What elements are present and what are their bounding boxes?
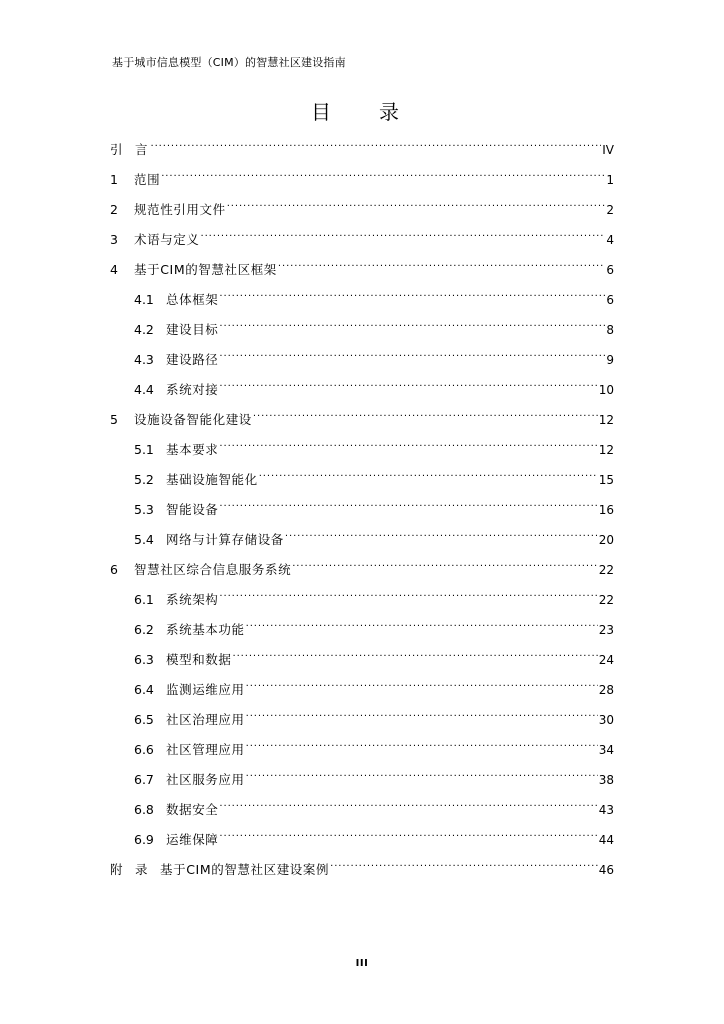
- toc-entry-page: 12: [598, 443, 614, 457]
- toc-entry-6-1[interactable]: [134, 586, 614, 607]
- dot-leader: [246, 766, 598, 784]
- dot-leader: [246, 616, 598, 634]
- toc-entry-title: 智能设备: [166, 502, 219, 517]
- dot-leader: [219, 346, 605, 364]
- toc-entry-4-4[interactable]: [134, 376, 614, 397]
- dot-leader: [151, 136, 602, 154]
- dot-leader: [219, 436, 597, 454]
- toc-entry-6-9[interactable]: [134, 826, 614, 847]
- toc-entry-page: 22: [598, 563, 614, 577]
- toc-entry-title: 系统基本功能: [166, 622, 245, 637]
- toc-entry-title: 社区服务应用: [166, 772, 245, 787]
- toc-entry-title: 基本要求: [166, 442, 219, 457]
- toc-entry-page: 2: [606, 203, 614, 217]
- toc-entry-number: 6.9: [134, 832, 154, 847]
- toc-entry-page: 24: [598, 653, 614, 667]
- toc-entry-title: 规范性引用文件: [134, 202, 226, 217]
- toc-entry-page: IV: [602, 143, 614, 157]
- running-header: 基于城市信息模型（CIM）的智慧社区建设指南: [112, 56, 346, 69]
- toc-entry-2[interactable]: [110, 196, 614, 217]
- toc-entry-number: 4.2: [134, 322, 154, 337]
- toc-entry-number: 6.5: [134, 712, 154, 727]
- toc-entry-page: 43: [598, 803, 614, 817]
- toc-entry-number: 4.3: [134, 352, 154, 367]
- toc-entry-page: 12: [598, 413, 614, 427]
- toc-entry-title: 模型和数据: [166, 652, 232, 667]
- toc-entry-page: 44: [598, 833, 614, 847]
- toc-entry-number: 2: [110, 202, 118, 217]
- toc-entry-page: 10: [598, 383, 614, 397]
- toc-entry-number: 引 言: [110, 142, 148, 157]
- page-title: 目 录: [311, 100, 413, 124]
- toc-entry-page: 38: [598, 773, 614, 787]
- toc-entry-6-5[interactable]: [134, 706, 614, 727]
- toc-entry-page: 9: [606, 353, 614, 367]
- toc-entry-page: 30: [598, 713, 614, 727]
- dot-leader: [219, 826, 597, 844]
- dot-leader: [246, 676, 598, 694]
- toc-entry-6-2[interactable]: [134, 616, 614, 637]
- toc-entry-page: 1: [606, 173, 614, 187]
- toc-entry-title: 建设目标: [166, 322, 219, 337]
- dot-leader: [219, 286, 605, 304]
- toc-entry-title: 设施设备智能化建设: [134, 412, 252, 427]
- toc-entry-page: 6: [606, 263, 614, 277]
- toc-entry-title: 网络与计算存储设备: [166, 532, 284, 547]
- toc-entry-title: 监测运维应用: [166, 682, 245, 697]
- toc-entry-page: 6: [606, 293, 614, 307]
- toc-entry-4-2[interactable]: [134, 316, 614, 337]
- dot-leader: [259, 466, 598, 484]
- dot-leader: [219, 376, 597, 394]
- toc-entry-number: 4.1: [134, 292, 154, 307]
- dot-leader: [285, 526, 598, 544]
- toc-entry-number: 5: [110, 412, 118, 427]
- dot-leader: [201, 226, 606, 244]
- toc-entry-page: 16: [598, 503, 614, 517]
- toc-entry-page: 4: [606, 233, 614, 247]
- toc-entry-page: 28: [598, 683, 614, 697]
- dot-leader: [161, 166, 605, 184]
- toc-entry-4-1[interactable]: [134, 286, 614, 307]
- toc-entry-title: 数据安全: [166, 802, 219, 817]
- toc-entry-title: 智慧社区综合信息服务系统: [134, 562, 292, 577]
- toc-entry-title: 建设路径: [166, 352, 219, 367]
- toc-entry-title: 总体框架: [166, 292, 219, 307]
- toc-entry-4-3[interactable]: [134, 346, 614, 367]
- dot-leader: [292, 556, 598, 574]
- toc-entry-5[interactable]: [110, 406, 614, 427]
- page-number: III: [355, 958, 369, 969]
- dot-leader: [219, 496, 597, 514]
- dot-leader: [219, 316, 605, 334]
- toc-entry-number: 6.2: [134, 622, 154, 637]
- toc-entry-page: 20: [598, 533, 614, 547]
- toc-entry-6-3[interactable]: [134, 646, 614, 667]
- toc-entry-1[interactable]: [110, 166, 614, 187]
- toc-entry-title: 运维保障: [166, 832, 219, 847]
- dot-leader: [246, 706, 598, 724]
- toc-entry-5-4[interactable]: [134, 526, 614, 547]
- toc-entry-title: 社区治理应用: [166, 712, 245, 727]
- toc-entry-number: 6.8: [134, 802, 154, 817]
- toc-entry-6-8[interactable]: [134, 796, 614, 817]
- toc-entry-number: 5.1: [134, 442, 154, 457]
- toc-entry-5-2[interactable]: [134, 466, 614, 487]
- toc-entry-title: 基于CIM的智慧社区框架: [134, 262, 277, 277]
- toc-entry-number: 6: [110, 562, 118, 577]
- toc-entry-page: 22: [598, 593, 614, 607]
- toc-entry-number: 4: [110, 262, 118, 277]
- toc-entry-number: 6.4: [134, 682, 154, 697]
- toc-entry-5-3[interactable]: [134, 496, 614, 517]
- toc-entry-5-1[interactable]: [134, 436, 614, 457]
- dot-leader: [219, 796, 597, 814]
- toc-entry-title: 系统架构: [166, 592, 219, 607]
- toc-entry-number: 6.1: [134, 592, 154, 607]
- toc-entry-number: 3: [110, 232, 118, 247]
- dot-leader: [246, 736, 598, 754]
- toc-entry-title: 系统对接: [166, 382, 219, 397]
- toc-entry-title: 术语与定义: [134, 232, 200, 247]
- toc-entry-number: 附 录: [110, 862, 148, 877]
- dot-leader: [253, 406, 598, 424]
- toc-entry-introduction[interactable]: [110, 136, 614, 157]
- toc-entry-6-4[interactable]: [134, 676, 614, 697]
- toc-entry-number: 4.4: [134, 382, 154, 397]
- toc-entry-number: 5.4: [134, 532, 154, 547]
- toc-entry-title: 基础设施智能化: [166, 472, 258, 487]
- toc-entry-page: 15: [598, 473, 614, 487]
- toc-entry-number: 6.7: [134, 772, 154, 787]
- toc-entry-number: 6.3: [134, 652, 154, 667]
- dot-leader: [330, 856, 598, 874]
- toc-entry-page: 23: [598, 623, 614, 637]
- toc-entry-page: 46: [598, 863, 614, 877]
- toc-entry-page: 8: [606, 323, 614, 337]
- dot-leader: [219, 586, 597, 604]
- dot-leader: [233, 646, 598, 664]
- toc-entry-number: 1: [110, 172, 118, 187]
- toc-entry-3[interactable]: [110, 226, 614, 247]
- toc-entry-title: 基于CIM的智慧社区建设案例: [160, 862, 330, 877]
- toc-entry-6-6[interactable]: [134, 736, 614, 757]
- toc-entry-appendix[interactable]: [110, 856, 614, 877]
- toc-entry-4[interactable]: [110, 256, 614, 277]
- toc-entry-6[interactable]: [110, 556, 614, 577]
- toc-entry-6-7[interactable]: [134, 766, 614, 787]
- dot-leader: [227, 196, 606, 214]
- dot-leader: [278, 256, 605, 274]
- toc-entry-title: 社区管理应用: [166, 742, 245, 757]
- toc-entry-number: 5.3: [134, 502, 154, 517]
- toc-entry-title: 范围: [134, 172, 161, 187]
- toc-entry-page: 34: [598, 743, 614, 757]
- toc-entry-number: 5.2: [134, 472, 154, 487]
- toc-entry-number: 6.6: [134, 742, 154, 757]
